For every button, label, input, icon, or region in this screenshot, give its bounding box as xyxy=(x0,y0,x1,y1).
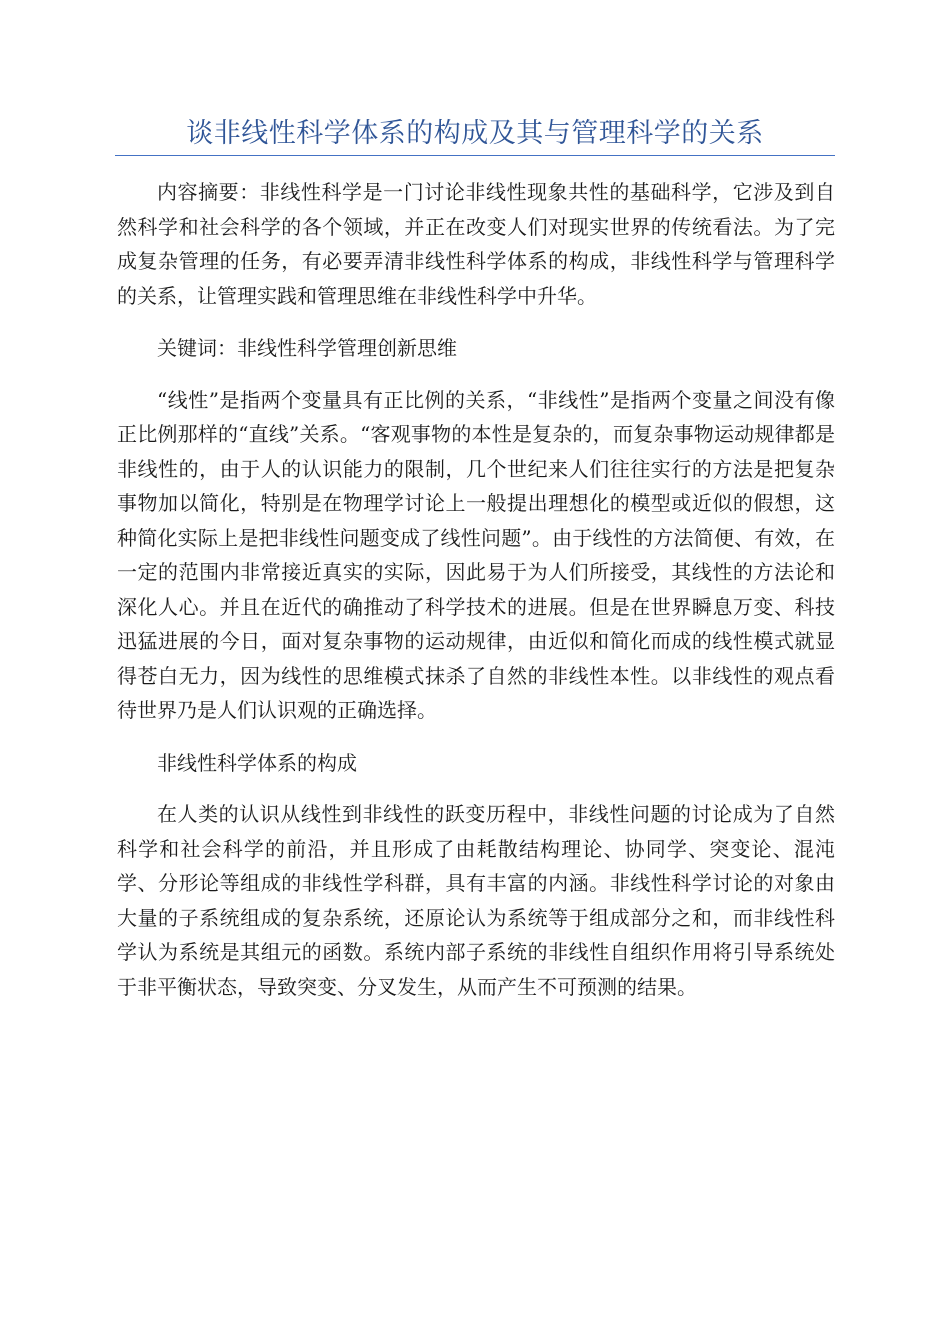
abstract-paragraph: 内容摘要：非线性科学是一门讨论非线性现象共性的基础科学，它涉及到自然科学和社会科学的各个领域，并正在改变人们对现实世界的传统看法。为了完成复杂管理的任务，有必要弄清非线性科学体系的构成，非线性科学与管理科学的关系，让管理实践和管理思维在非线性科学中升华。 xyxy=(117,180,835,308)
intro-paragraph: “线性”是指两个变量具有正比例的关系，“非线性”是指两个变量之间没有像正比例那样的“直线”关系。“客观事物的本性是复杂的，而复杂事物运动规律都是非线性的，由于人的认识能力的限制，几个世纪来人们往往实行的方法是把复杂事物加以简化，特别是在物理学讨论上一般提出理想化的模型或近似的假想，这种简化实际上是把非线性问题变成了线性问题”。由于线性的方法简便、有效，在一定的范围内非常接近真实的实际，因此易于为人们所接受，其线性的方法论和深化人心。并且在近代的确推动了科学技术的进展。但是在世界瞬息万变、科技迅猛进展的今日，面对复杂事物的运动规律，由近似和简化而成的线性模式就显得苍白无力，因为线性的思维模式抹杀了自然的非线性本性。以非线性的观点看待世界乃是人们认识观的正确选择。 xyxy=(117,387,835,722)
document-title: 谈非线性科学体系的构成及其与管理科学的关系 xyxy=(186,118,764,149)
section-heading: 非线性科学体系的构成 xyxy=(157,750,357,775)
keywords-paragraph: 关键词：非线性科学管理创新思维 xyxy=(157,336,457,360)
document-body xyxy=(117,175,835,1022)
title-underline xyxy=(115,155,835,156)
section-paragraph: 在人类的认识从线性到非线性的跃变历程中，非线性问题的讨论成为了自然科学和社会科学的前沿，并且形成了由耗散结构理论、协同学、突变论、混沌学、分形论等组成的非线性学科群，具有丰富的内涵。非线性科学讨论的对象由大量的子系统组成的复杂系统，还原论认为系统等于组成部分之和，而非线性科学认为系统是其组元的函数。系统内部子系统的非线性自组织作用将引导系统处于非平衡状态，导致突变、分叉发生，从而产生不可预测的结果。 xyxy=(117,802,835,999)
